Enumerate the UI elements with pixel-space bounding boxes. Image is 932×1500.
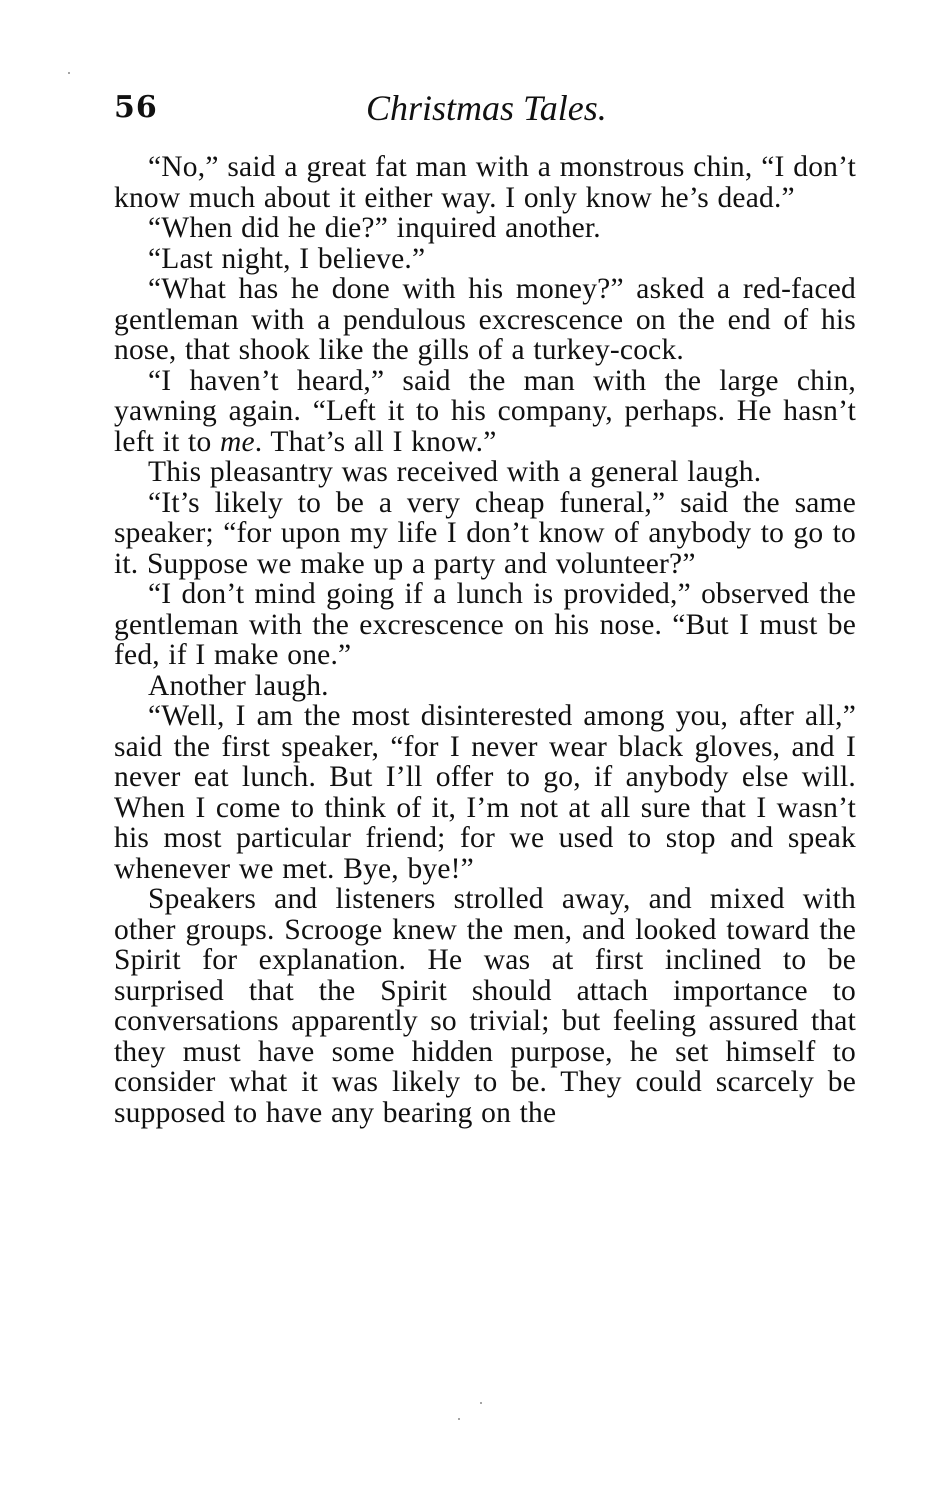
- body-text: [114, 152, 856, 1128]
- page-number: 56: [114, 90, 158, 125]
- paragraph: [114, 244, 856, 275]
- running-head: [114, 88, 856, 132]
- paragraph-text: Speakers and listeners strolled away, and mixed with other groups. Scrooge knew the men, and looked toward the Spirit for explanation. He was at first inclined to be surprised that the Spirit should attach importance to conversations apparently so trivial; but feeling assured that they must have some hidden purpose, he set himself to consider what it was likely to be. They could scarcely be supposed to have any bearing on the: [114, 883, 856, 1129]
- scan-speck: [458, 1418, 460, 1420]
- paragraph: [114, 884, 856, 1128]
- paragraph-text: “What has he done with his money?” asked a red-faced gentleman with a pendulous excrescence on the end of his nose, that shook like the gills of a turkey-cock.: [114, 273, 856, 366]
- paragraph-text: Another laugh.: [148, 669, 329, 702]
- paragraph-text: “I don’t mind going if a lunch is provided,” observed the gentleman with the excrescence on his nose. “But I must be fed, if I make one.”: [114, 578, 856, 671]
- paragraph: [114, 488, 856, 580]
- paragraph: [114, 213, 856, 244]
- scan-speck: [480, 1402, 482, 1404]
- paragraph: [114, 274, 856, 366]
- paragraph-text: “I haven’t heard,” said the man with the large chin, yawning again. “Left it to his company, perhaps. He hasn’t left it to: [114, 364, 856, 458]
- paragraph-text: “Last night, I believe.”: [148, 242, 426, 275]
- paragraph: [114, 457, 856, 488]
- paragraph-text: This pleasantry was received with a general laugh.: [148, 456, 762, 488]
- paragraph: [114, 701, 856, 884]
- paragraph: [114, 671, 856, 702]
- paragraph: [114, 366, 856, 458]
- paragraph: [114, 579, 856, 671]
- paragraph-text: “It’s likely to be a very cheap funeral,” said the same speaker; “for upon my life I don’t know of anybody to go to it. Suppose we make up a party and volunteer?”: [114, 486, 856, 580]
- emphasized-word: me: [219, 425, 255, 458]
- paragraph-text: “Well, I am the most disinterested among you, after all,” said the first speaker, “for I never wear black gloves, and I never eat lunch. But I’ll offer to go, if anybody else will. When I come to think of it, I’m not at all sure that I wasn’t his most particular friend; for we used to stop and speak whenever we met. Bye, bye!”: [114, 700, 856, 885]
- paragraph-text: “No,” said a great fat man with a monstrous chin, “I don’t know much about it either way. I only know he’s dead.”: [114, 151, 856, 214]
- paragraph: [114, 152, 856, 213]
- paragraph-text: “When did he die?” inquired another.: [148, 212, 601, 244]
- running-title: Christmas Tales.: [366, 88, 607, 128]
- paragraph-text: . That’s all I know.”: [254, 425, 497, 458]
- scan-speck: [68, 72, 70, 74]
